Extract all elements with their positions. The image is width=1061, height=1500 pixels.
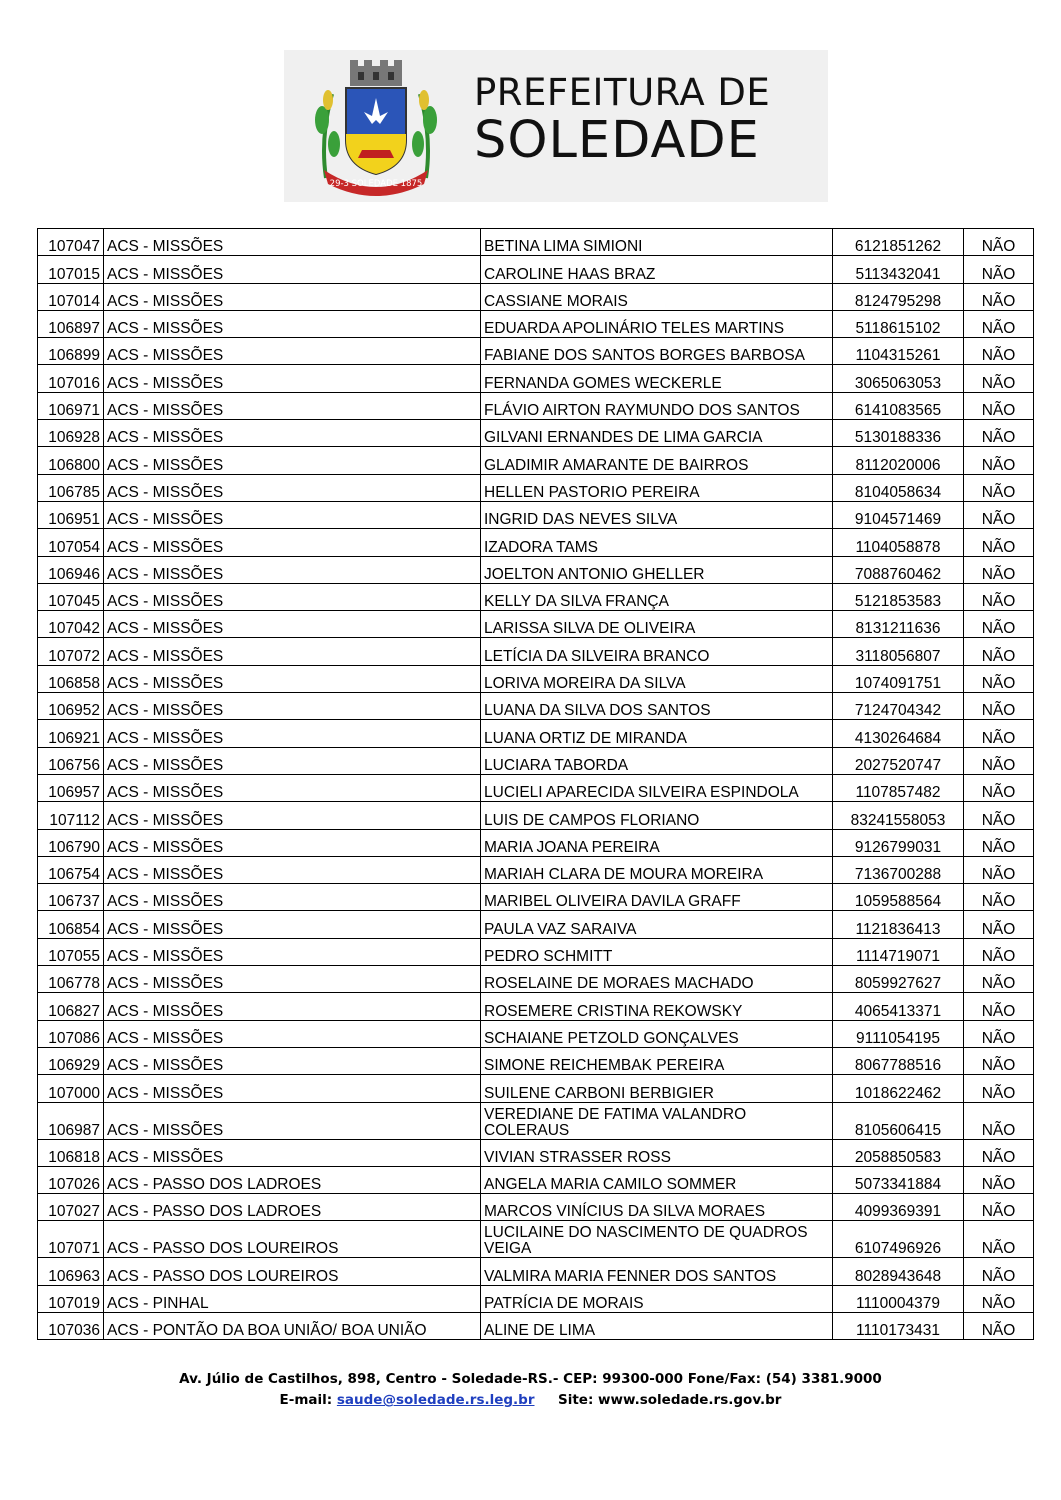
record-status: NÃO bbox=[964, 966, 1034, 993]
record-status: NÃO bbox=[964, 583, 1034, 610]
record-name: ANGELA MARIA CAMILO SOMMER bbox=[481, 1166, 833, 1193]
footer-address: Av. Júlio de Castilhos, 898, Centro - Soledade-RS.- CEP: 99300-000 Fone/Fax: (54) 3381.9000 bbox=[179, 1371, 882, 1387]
record-name: ALINE DE LIMA bbox=[481, 1312, 833, 1339]
record-unit: ACS - MISSÕES bbox=[104, 1102, 481, 1139]
record-unit: ACS - MISSÕES bbox=[104, 556, 481, 583]
record-phone: 2027520747 bbox=[833, 747, 964, 774]
record-id: 106929 bbox=[38, 1047, 104, 1074]
record-unit: ACS - MISSÕES bbox=[104, 501, 481, 528]
record-name: PEDRO SCHMITT bbox=[481, 938, 833, 965]
record-name: LUCILAINE DO NASCIMENTO DE QUADROS VEIGA bbox=[481, 1221, 833, 1258]
record-unit: ACS - MISSÕES bbox=[104, 583, 481, 610]
record-name: SCHAIANE PETZOLD GONÇALVES bbox=[481, 1020, 833, 1047]
record-id: 107071 bbox=[38, 1221, 104, 1258]
table-row bbox=[38, 611, 1034, 638]
record-unit: ACS - MISSÕES bbox=[104, 1139, 481, 1166]
records-table bbox=[37, 228, 1034, 1340]
table-row bbox=[38, 665, 1034, 692]
record-unit: ACS - MISSÕES bbox=[104, 856, 481, 883]
record-id: 106928 bbox=[38, 420, 104, 447]
record-unit: ACS - MISSÕES bbox=[104, 884, 481, 911]
record-name: ROSELAINE DE MORAES MACHADO bbox=[481, 966, 833, 993]
record-phone: 1114719071 bbox=[833, 938, 964, 965]
record-status: NÃO bbox=[964, 310, 1034, 337]
record-unit: ACS - MISSÕES bbox=[104, 1020, 481, 1047]
record-name: BETINA LIMA SIMIONI bbox=[481, 229, 833, 256]
record-status: NÃO bbox=[964, 665, 1034, 692]
table-row bbox=[38, 529, 1034, 556]
record-status: NÃO bbox=[964, 829, 1034, 856]
table-row bbox=[38, 693, 1034, 720]
record-unit: ACS - PINHAL bbox=[104, 1285, 481, 1312]
record-name: IZADORA TAMS bbox=[481, 529, 833, 556]
record-status: NÃO bbox=[964, 1258, 1034, 1285]
record-unit: ACS - MISSÕES bbox=[104, 447, 481, 474]
record-name: KELLY DA SILVA FRANÇA bbox=[481, 583, 833, 610]
record-id: 106754 bbox=[38, 856, 104, 883]
table-row bbox=[38, 1258, 1034, 1285]
record-phone: 9126799031 bbox=[833, 829, 964, 856]
record-unit: ACS - PONTÃO DA BOA UNIÃO/ BOA UNIÃO bbox=[104, 1312, 481, 1339]
table-row bbox=[38, 583, 1034, 610]
crest-ribbon-text: 29-3 SOLEDADE 1875 bbox=[329, 179, 423, 189]
record-unit: ACS - MISSÕES bbox=[104, 229, 481, 256]
record-id: 106987 bbox=[38, 1102, 104, 1139]
record-status: NÃO bbox=[964, 1312, 1034, 1339]
record-id: 106897 bbox=[38, 310, 104, 337]
record-name: ROSEMERE CRISTINA REKOWSKY bbox=[481, 993, 833, 1020]
record-status: NÃO bbox=[964, 392, 1034, 419]
record-name: HELLEN PASTORIO PEREIRA bbox=[481, 474, 833, 501]
record-status: NÃO bbox=[964, 1221, 1034, 1258]
record-name: INGRID DAS NEVES SILVA bbox=[481, 501, 833, 528]
table-row bbox=[38, 474, 1034, 501]
record-name: PAULA VAZ SARAIVA bbox=[481, 911, 833, 938]
record-id: 106957 bbox=[38, 774, 104, 801]
record-phone: 8124795298 bbox=[833, 283, 964, 310]
record-status: NÃO bbox=[964, 1285, 1034, 1312]
record-id: 106854 bbox=[38, 911, 104, 938]
record-status: NÃO bbox=[964, 556, 1034, 583]
record-unit: ACS - PASSO DOS LOUREIROS bbox=[104, 1258, 481, 1285]
record-id: 106899 bbox=[38, 338, 104, 365]
record-id: 107072 bbox=[38, 638, 104, 665]
table-row bbox=[38, 911, 1034, 938]
record-status: NÃO bbox=[964, 1194, 1034, 1221]
table-row bbox=[38, 365, 1034, 392]
record-phone: 7124704342 bbox=[833, 693, 964, 720]
record-status: NÃO bbox=[964, 693, 1034, 720]
record-id: 106778 bbox=[38, 966, 104, 993]
record-phone: 4130264684 bbox=[833, 720, 964, 747]
record-phone: 1107857482 bbox=[833, 774, 964, 801]
record-unit: ACS - MISSÕES bbox=[104, 256, 481, 283]
record-name: SIMONE REICHEMBAK PEREIRA bbox=[481, 1047, 833, 1074]
record-status: NÃO bbox=[964, 447, 1034, 474]
record-status: NÃO bbox=[964, 529, 1034, 556]
record-id: 106951 bbox=[38, 501, 104, 528]
record-status: NÃO bbox=[964, 802, 1034, 829]
record-unit: ACS - MISSÕES bbox=[104, 529, 481, 556]
record-id: 106827 bbox=[38, 993, 104, 1020]
record-phone: 4099369391 bbox=[833, 1194, 964, 1221]
record-id: 107019 bbox=[38, 1285, 104, 1312]
record-phone: 83241558053 bbox=[833, 802, 964, 829]
record-name: MARIBEL OLIVEIRA DAVILA GRAFF bbox=[481, 884, 833, 911]
record-unit: ACS - MISSÕES bbox=[104, 829, 481, 856]
records-body bbox=[38, 229, 1034, 1340]
record-status: NÃO bbox=[964, 938, 1034, 965]
table-row bbox=[38, 638, 1034, 665]
record-unit: ACS - PASSO DOS LADROES bbox=[104, 1166, 481, 1193]
table-row bbox=[38, 1194, 1034, 1221]
record-id: 106963 bbox=[38, 1258, 104, 1285]
table-row bbox=[38, 1166, 1034, 1193]
record-name: LUANA DA SILVA DOS SANTOS bbox=[481, 693, 833, 720]
record-unit: ACS - MISSÕES bbox=[104, 911, 481, 938]
record-phone: 8028943648 bbox=[833, 1258, 964, 1285]
record-phone: 5121853583 bbox=[833, 583, 964, 610]
record-status: NÃO bbox=[964, 774, 1034, 801]
footer-email-label: E-mail: bbox=[279, 1392, 337, 1408]
record-phone: 3118056807 bbox=[833, 638, 964, 665]
record-id: 106737 bbox=[38, 884, 104, 911]
record-name: LORIVA MOREIRA DA SILVA bbox=[481, 665, 833, 692]
record-id: 107000 bbox=[38, 1075, 104, 1102]
record-status: NÃO bbox=[964, 638, 1034, 665]
record-phone: 1018622462 bbox=[833, 1075, 964, 1102]
record-phone: 1104315261 bbox=[833, 338, 964, 365]
record-phone: 1104058878 bbox=[833, 529, 964, 556]
record-status: NÃO bbox=[964, 993, 1034, 1020]
record-id: 107026 bbox=[38, 1166, 104, 1193]
record-id: 106756 bbox=[38, 747, 104, 774]
page-header bbox=[284, 50, 828, 202]
table-row bbox=[38, 310, 1034, 337]
table-row bbox=[38, 1020, 1034, 1047]
record-id: 107047 bbox=[38, 229, 104, 256]
record-name: LUCIELI APARECIDA SILVEIRA ESPINDOLA bbox=[481, 774, 833, 801]
record-phone: 8105606415 bbox=[833, 1102, 964, 1139]
record-unit: ACS - MISSÕES bbox=[104, 747, 481, 774]
record-unit: ACS - MISSÕES bbox=[104, 283, 481, 310]
record-status: NÃO bbox=[964, 229, 1034, 256]
record-status: NÃO bbox=[964, 1075, 1034, 1102]
record-id: 107045 bbox=[38, 583, 104, 610]
record-id: 106921 bbox=[38, 720, 104, 747]
record-name: LARISSA SILVA DE OLIVEIRA bbox=[481, 611, 833, 638]
record-id: 107015 bbox=[38, 256, 104, 283]
record-phone: 2058850583 bbox=[833, 1139, 964, 1166]
record-name: FABIANE DOS SANTOS BORGES BARBOSA bbox=[481, 338, 833, 365]
record-phone: 5073341884 bbox=[833, 1166, 964, 1193]
record-phone: 9111054195 bbox=[833, 1020, 964, 1047]
record-phone: 7088760462 bbox=[833, 556, 964, 583]
record-name: VEREDIANE DE FATIMA VALANDRO COLERAUS bbox=[481, 1102, 833, 1139]
page-footer bbox=[0, 1369, 1061, 1411]
record-phone: 6107496926 bbox=[833, 1221, 964, 1258]
table-row bbox=[38, 338, 1034, 365]
record-unit: ACS - PASSO DOS LADROES bbox=[104, 1194, 481, 1221]
record-unit: ACS - MISSÕES bbox=[104, 720, 481, 747]
record-id: 107016 bbox=[38, 365, 104, 392]
record-unit: ACS - PASSO DOS LOUREIROS bbox=[104, 1221, 481, 1258]
table-row bbox=[38, 256, 1034, 283]
table-row bbox=[38, 720, 1034, 747]
record-id: 107036 bbox=[38, 1312, 104, 1339]
record-phone: 7136700288 bbox=[833, 856, 964, 883]
record-status: NÃO bbox=[964, 747, 1034, 774]
record-unit: ACS - MISSÕES bbox=[104, 474, 481, 501]
table-row bbox=[38, 1285, 1034, 1312]
record-phone: 5130188336 bbox=[833, 420, 964, 447]
record-name: MARCOS VINÍCIUS DA SILVA MORAES bbox=[481, 1194, 833, 1221]
record-status: NÃO bbox=[964, 338, 1034, 365]
table-row bbox=[38, 1075, 1034, 1102]
record-status: NÃO bbox=[964, 1139, 1034, 1166]
record-name: SUILENE CARBONI BERBIGIER bbox=[481, 1075, 833, 1102]
footer-site: Site: www.soledade.rs.gov.br bbox=[534, 1392, 782, 1408]
record-phone: 1074091751 bbox=[833, 665, 964, 692]
record-phone: 8104058634 bbox=[833, 474, 964, 501]
brand-title bbox=[474, 71, 771, 170]
record-unit: ACS - MISSÕES bbox=[104, 966, 481, 993]
footer-email-link[interactable]: saude@soledade.rs.leg.br bbox=[336, 1392, 535, 1408]
table-row bbox=[38, 420, 1034, 447]
record-id: 106818 bbox=[38, 1139, 104, 1166]
record-id: 106858 bbox=[38, 665, 104, 692]
record-name: VIVIAN STRASSER ROSS bbox=[481, 1139, 833, 1166]
record-id: 107055 bbox=[38, 938, 104, 965]
record-name: MARIA JOANA PEREIRA bbox=[481, 829, 833, 856]
table-row bbox=[38, 829, 1034, 856]
record-id: 107027 bbox=[38, 1194, 104, 1221]
municipal-crest-logo bbox=[306, 58, 446, 196]
record-name: CASSIANE MORAIS bbox=[481, 283, 833, 310]
record-id: 106785 bbox=[38, 474, 104, 501]
record-name: LUANA ORTIZ DE MIRANDA bbox=[481, 720, 833, 747]
table-row bbox=[38, 774, 1034, 801]
record-phone: 8131211636 bbox=[833, 611, 964, 638]
record-status: NÃO bbox=[964, 856, 1034, 883]
table-row bbox=[38, 556, 1034, 583]
table-row bbox=[38, 392, 1034, 419]
record-unit: ACS - MISSÕES bbox=[104, 993, 481, 1020]
record-phone: 6141083565 bbox=[833, 392, 964, 419]
table-row bbox=[38, 993, 1034, 1020]
record-phone: 5113432041 bbox=[833, 256, 964, 283]
table-row bbox=[38, 966, 1034, 993]
table-row bbox=[38, 747, 1034, 774]
record-status: NÃO bbox=[964, 1102, 1034, 1139]
table-row bbox=[38, 1312, 1034, 1339]
record-status: NÃO bbox=[964, 283, 1034, 310]
brand-line-1: PREFEITURA DE bbox=[474, 71, 771, 114]
table-row bbox=[38, 856, 1034, 883]
record-phone: 1121836413 bbox=[833, 911, 964, 938]
record-name: FERNANDA GOMES WECKERLE bbox=[481, 365, 833, 392]
record-phone: 6121851262 bbox=[833, 229, 964, 256]
record-name: CAROLINE HAAS BRAZ bbox=[481, 256, 833, 283]
record-id: 107086 bbox=[38, 1020, 104, 1047]
record-status: NÃO bbox=[964, 474, 1034, 501]
record-name: PATRÍCIA DE MORAIS bbox=[481, 1285, 833, 1312]
record-name: LUIS DE CAMPOS FLORIANO bbox=[481, 802, 833, 829]
record-phone: 8059927627 bbox=[833, 966, 964, 993]
record-phone: 3065063053 bbox=[833, 365, 964, 392]
record-unit: ACS - MISSÕES bbox=[104, 338, 481, 365]
record-unit: ACS - MISSÕES bbox=[104, 665, 481, 692]
table-row bbox=[38, 802, 1034, 829]
record-status: NÃO bbox=[964, 365, 1034, 392]
brand-line-2: SOLEDADE bbox=[474, 111, 760, 170]
record-phone: 8067788516 bbox=[833, 1047, 964, 1074]
record-name: JOELTON ANTONIO GHELLER bbox=[481, 556, 833, 583]
record-unit: ACS - MISSÕES bbox=[104, 1047, 481, 1074]
record-name: LUCIARA TABORDA bbox=[481, 747, 833, 774]
record-phone: 1059588564 bbox=[833, 884, 964, 911]
record-phone: 1110004379 bbox=[833, 1285, 964, 1312]
record-status: NÃO bbox=[964, 611, 1034, 638]
table-row bbox=[38, 447, 1034, 474]
record-name: GILVANI ERNANDES DE LIMA GARCIA bbox=[481, 420, 833, 447]
record-name: GLADIMIR AMARANTE DE BAIRROS bbox=[481, 447, 833, 474]
record-name: MARIAH CLARA DE MOURA MOREIRA bbox=[481, 856, 833, 883]
record-id: 107054 bbox=[38, 529, 104, 556]
record-phone: 5118615102 bbox=[833, 310, 964, 337]
table-row bbox=[38, 283, 1034, 310]
record-name: FLÁVIO AIRTON RAYMUNDO DOS SANTOS bbox=[481, 392, 833, 419]
table-row bbox=[38, 1221, 1034, 1258]
record-phone: 8112020006 bbox=[833, 447, 964, 474]
record-unit: ACS - MISSÕES bbox=[104, 392, 481, 419]
record-status: NÃO bbox=[964, 256, 1034, 283]
record-unit: ACS - MISSÕES bbox=[104, 802, 481, 829]
record-status: NÃO bbox=[964, 1047, 1034, 1074]
record-status: NÃO bbox=[964, 911, 1034, 938]
record-name: EDUARDA APOLINÁRIO TELES MARTINS bbox=[481, 310, 833, 337]
record-id: 106952 bbox=[38, 693, 104, 720]
footer-contact bbox=[0, 1390, 1061, 1411]
record-unit: ACS - MISSÕES bbox=[104, 1075, 481, 1102]
record-status: NÃO bbox=[964, 720, 1034, 747]
record-name: LETÍCIA DA SILVEIRA BRANCO bbox=[481, 638, 833, 665]
record-status: NÃO bbox=[964, 884, 1034, 911]
record-id: 107014 bbox=[38, 283, 104, 310]
record-unit: ACS - MISSÕES bbox=[104, 365, 481, 392]
table-row bbox=[38, 1102, 1034, 1139]
record-id: 106790 bbox=[38, 829, 104, 856]
record-status: NÃO bbox=[964, 420, 1034, 447]
record-status: NÃO bbox=[964, 501, 1034, 528]
record-unit: ACS - MISSÕES bbox=[104, 638, 481, 665]
record-id: 106800 bbox=[38, 447, 104, 474]
record-unit: ACS - MISSÕES bbox=[104, 693, 481, 720]
table-row bbox=[38, 884, 1034, 911]
table-row bbox=[38, 938, 1034, 965]
record-id: 107112 bbox=[38, 802, 104, 829]
record-phone: 4065413371 bbox=[833, 993, 964, 1020]
record-unit: ACS - MISSÕES bbox=[104, 310, 481, 337]
record-name: VALMIRA MARIA FENNER DOS SANTOS bbox=[481, 1258, 833, 1285]
table-row bbox=[38, 1047, 1034, 1074]
record-unit: ACS - MISSÕES bbox=[104, 774, 481, 801]
record-phone: 1110173431 bbox=[833, 1312, 964, 1339]
table-row bbox=[38, 501, 1034, 528]
record-id: 106971 bbox=[38, 392, 104, 419]
record-phone: 9104571469 bbox=[833, 501, 964, 528]
record-unit: ACS - MISSÕES bbox=[104, 938, 481, 965]
record-unit: ACS - MISSÕES bbox=[104, 420, 481, 447]
record-status: NÃO bbox=[964, 1020, 1034, 1047]
record-unit: ACS - MISSÕES bbox=[104, 611, 481, 638]
record-id: 106946 bbox=[38, 556, 104, 583]
record-id: 107042 bbox=[38, 611, 104, 638]
table-row bbox=[38, 1139, 1034, 1166]
table-row bbox=[38, 229, 1034, 256]
record-status: NÃO bbox=[964, 1166, 1034, 1193]
